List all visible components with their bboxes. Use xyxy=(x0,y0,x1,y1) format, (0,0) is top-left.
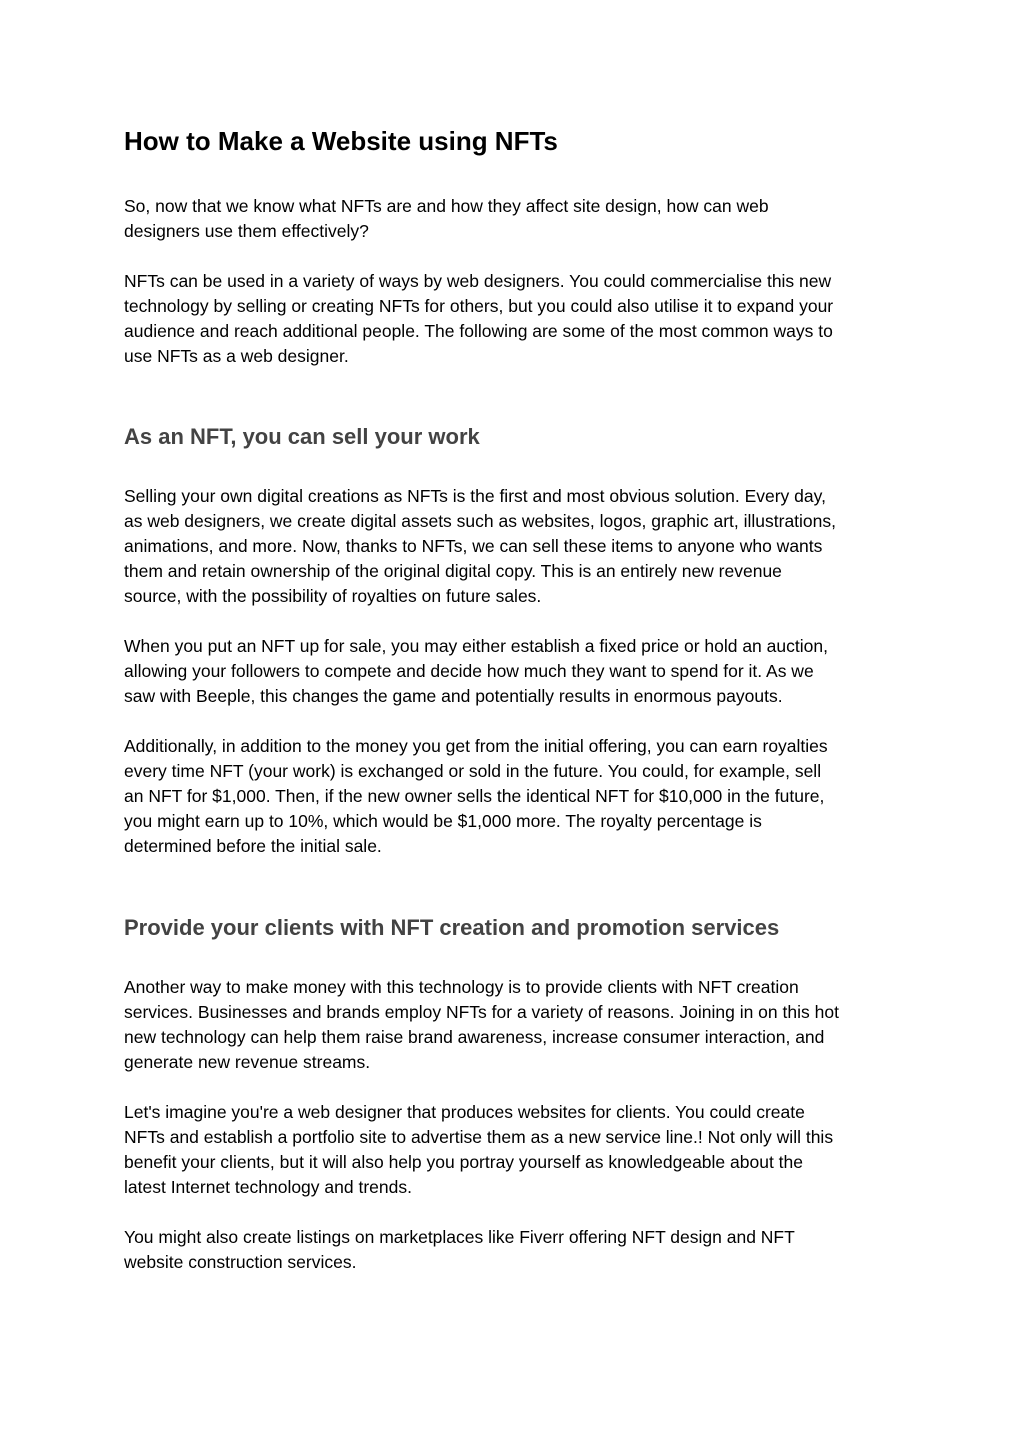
text-line: Another way to make money with this technology is to provide clients with NFT creation xyxy=(124,977,799,997)
text-line: services. Businesses and brands employ NFTs for a variety of reasons. Joining in on this hot xyxy=(124,1002,839,1022)
text-line: Let's imagine you're a web designer that produces websites for clients. You could create xyxy=(124,1102,805,1122)
text-line: an NFT for $1,000. Then, if the new owner sells the identical NFT for $10,000 in the future, xyxy=(124,786,825,806)
text-line: them and retain ownership of the original digital copy. This is an entirely new revenue xyxy=(124,561,782,581)
text-line: You might also create listings on marketplaces like Fiverr offering NFT design and NFT xyxy=(124,1227,795,1247)
text-line: Selling your own digital creations as NFTs is the first and most obvious solution. Every day, xyxy=(124,486,826,506)
section-2-paragraph-1 xyxy=(124,975,900,1075)
text-line: source, with the possibility of royalties on future sales. xyxy=(124,586,542,606)
text-line: allowing your followers to compete and decide how much they want to spend for it. As we xyxy=(124,661,814,681)
text-line: generate new revenue streams. xyxy=(124,1052,371,1072)
text-line: latest Internet technology and trends. xyxy=(124,1177,412,1197)
section-1-paragraph-2 xyxy=(124,634,900,709)
text-line: saw with Beeple, this changes the game and potentially results in enormous payouts. xyxy=(124,686,783,706)
text-line: When you put an NFT up for sale, you may either establish a fixed price or hold an auction, xyxy=(124,636,828,656)
section-1-paragraph-3 xyxy=(124,734,900,859)
text-line: benefit your clients, but it will also help you portray yourself as knowledgeable about the xyxy=(124,1152,804,1172)
intro-paragraph-2 xyxy=(124,269,900,369)
section-2-paragraph-2 xyxy=(124,1100,900,1200)
text-line: as web designers, we create digital assets such as websites, logos, graphic art, illustrations, xyxy=(124,511,837,531)
section-2-paragraph-3 xyxy=(124,1225,900,1275)
text-line: animations, and more. Now, thanks to NFTs, we can sell these items to anyone who wants xyxy=(124,536,823,556)
text-line: you might earn up to 10%, which would be $1,000 more. The royalty percentage is xyxy=(124,811,762,831)
text-line: use NFTs as a web designer. xyxy=(124,346,349,366)
text-line: every time NFT (your work) is exchanged or sold in the future. You could, for example, sell xyxy=(124,761,822,781)
page-title: How to Make a Website using NFTs xyxy=(124,126,558,156)
text-line: designers use them effectively? xyxy=(124,221,369,241)
text-line: audience and reach additional people. The following are some of the most common ways to xyxy=(124,321,833,341)
intro-paragraph-1 xyxy=(124,194,900,244)
text-line: So, now that we know what NFTs are and how they affect site design, how can web xyxy=(124,196,769,216)
text-line: technology by selling or creating NFTs for others, but you could also utilise it to expand your xyxy=(124,296,834,316)
section-1-paragraph-1 xyxy=(124,484,900,609)
text-line: Additionally, in addition to the money you get from the initial offering, you can earn royalties xyxy=(124,736,828,756)
text-line: determined before the initial sale. xyxy=(124,836,382,856)
text-line: NFTs and establish a portfolio site to advertise them as a new service line.! Not only will this xyxy=(124,1127,834,1147)
text-line: NFTs can be used in a variety of ways by web designers. You could commercialise this new xyxy=(124,271,832,291)
text-line: new technology can help them raise brand awareness, increase consumer interaction, and xyxy=(124,1027,825,1047)
section-heading-sell-work: As an NFT, you can sell your work xyxy=(124,424,480,449)
section-heading-client-services: Provide your clients with NFT creation and promotion services xyxy=(124,915,780,940)
text-line: website construction services. xyxy=(124,1252,357,1272)
